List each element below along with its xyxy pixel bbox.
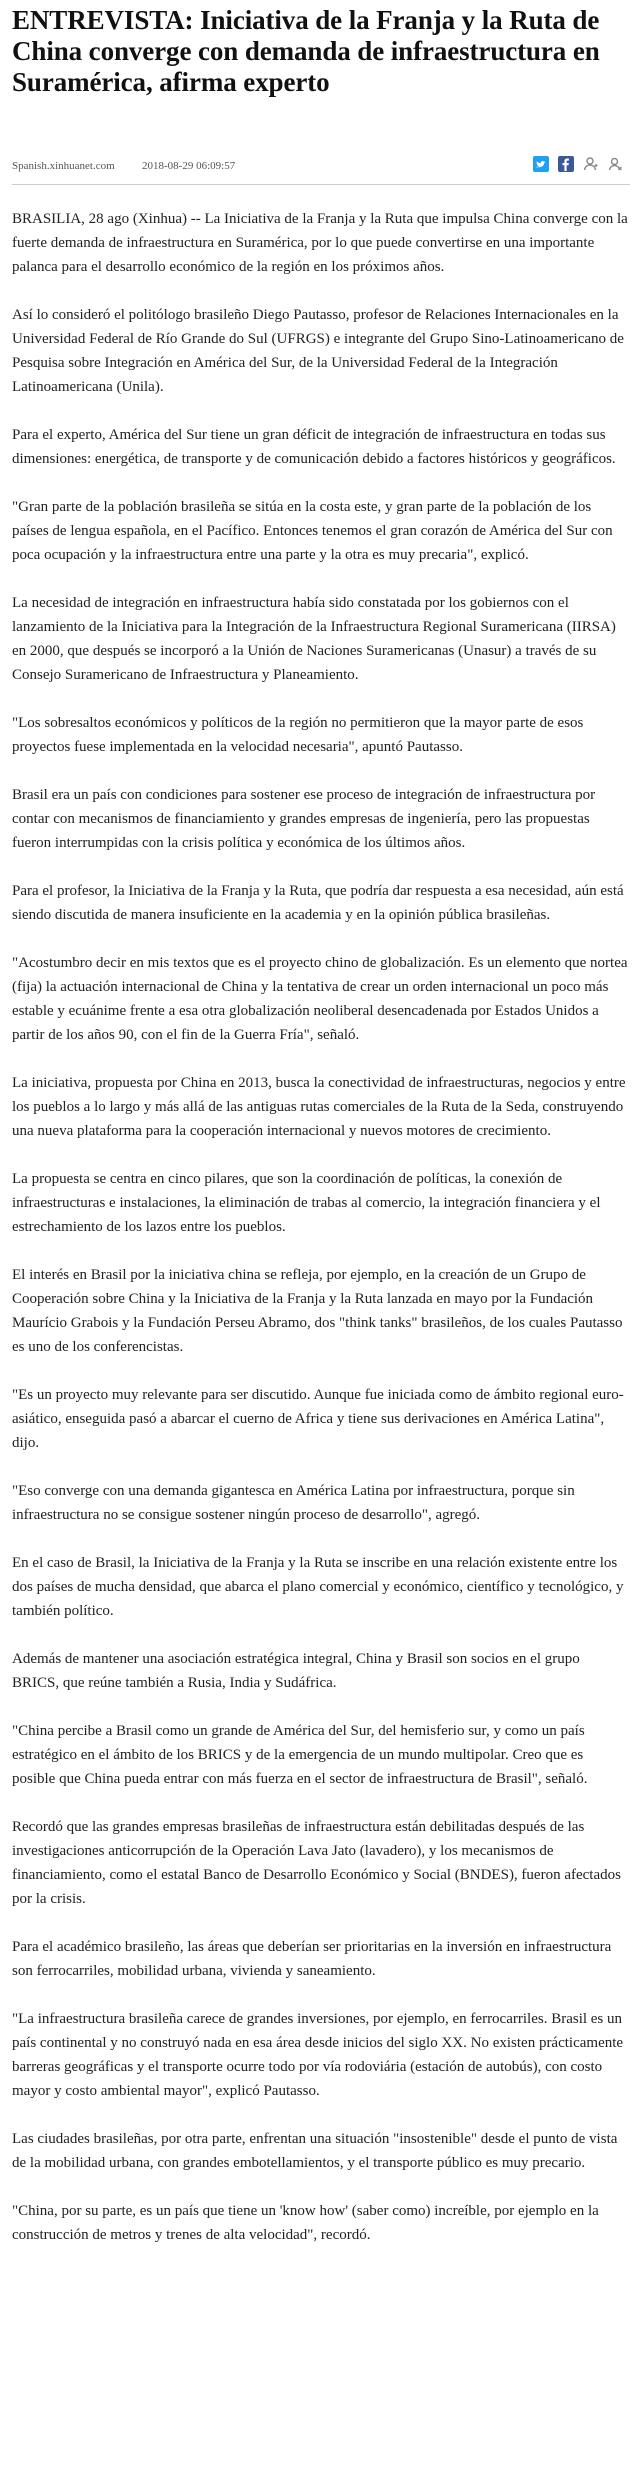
share-bar bbox=[533, 156, 624, 172]
article-paragraph: Recordó que las grandes empresas brasileñas de infraestructura están debilitadas después de las investigaciones anticorrupción de la Operación Lava Jato (lavadero), y los mecanismos de financiamiento, como el estatal Banco de Desarrollo Económico y Social (BNDES), fueron afectados por la crisis. bbox=[12, 1819, 621, 1907]
article-date: 2018-08-29 06:09:57 bbox=[142, 160, 236, 172]
header-divider bbox=[12, 184, 630, 185]
article-paragraph: "Los sobresaltos económicos y políticos de la región no permitieron que la mayor parte de esos proyectos fuese implementada en la velocidad necesaria", apuntó Pautasso. bbox=[12, 715, 584, 755]
article-paragraph: "China, por su parte, es un país que tiene un 'know how' (saber como) increíble, por ejemplo en la construcción de metros y trenes de alta velocidad", recordó. bbox=[12, 2203, 599, 2243]
article-paragraph: En el caso de Brasil, la Iniciativa de la Franja y la Ruta se inscribe en una relación existente entre los dos países de mucha densidad, que abarca el plano comercial y económico, científico y tecnológico, y también político. bbox=[12, 1555, 624, 1619]
article-source: Spanish.xinhuanet.com bbox=[12, 160, 115, 172]
print-icon[interactable] bbox=[608, 156, 624, 172]
article-paragraph: Para el experto, América del Sur tiene un gran déficit de integración de infraestructura en todas sus dimensiones: energética, de transporte y de comunicación debido a factores históricos y geográficos. bbox=[12, 427, 616, 467]
article-paragraph: Brasil era un país con condiciones para sostener ese proceso de integración de infraestructura por contar con mecanismos de financiamiento y grandes empresas de ingeniería, pero las propuestas fueron interrumpidas con la crisis política y económica de los últimos años. bbox=[12, 787, 596, 851]
article-headline: ENTREVISTA: Iniciativa de la Franja y la Ruta de China converge con demanda de infraestructura en Suramérica, afirma experto bbox=[12, 5, 600, 97]
article-paragraph: BRASILIA, 28 ago (Xinhua) -- La Iniciativa de la Franja y la Ruta que impulsa China converge con la fuerte demanda de infraestructura en Suramérica, por lo que puede convertirse en una importante palanca para el desarrollo económico de la región en los próximos años. bbox=[12, 211, 628, 275]
article-paragraph: La propuesta se centra en cinco pilares, que son la coordinación de políticas, la conexión de infraestructuras e instalaciones, la eliminación de trabas al comercio, la integración financiera y el estrechamiento de los lazos entre los pueblos. bbox=[12, 1171, 601, 1235]
article-paragraph: El interés en Brasil por la iniciativa china se refleja, por ejemplo, en la creación de un Grupo de Cooperación sobre China y la Iniciativa de la Franja y la Ruta lanzada en mayo por la Fundación Maurício Grabois y la Fundación Perseu Abramo, dos "think tanks" brasileños, de los cuales Pautasso es uno de los conferencistas. bbox=[12, 1267, 623, 1355]
article-paragraph: Así lo consideró el politólogo brasileño Diego Pautasso, profesor de Relaciones Internacionales en la Universidad Federal de Río Grande do Sul (UFRGS) e integrante del Grupo Sino-Latinoamericano de Pesquisa sobre Integración en América del Sur, de la Universidad Federal de la Integración Latinoamericana (Unila). bbox=[12, 307, 624, 395]
article-paragraph: La iniciativa, propuesta por China en 2013, busca la conectividad de infraestructuras, negocios y entre los pueblos a lo largo y más allá de las antiguas rutas comerciales de la Ruta de la Seda, construyendo una nueva plataforma para la cooperación internacional y nuevos motores de crecimiento. bbox=[12, 1075, 626, 1139]
article-paragraph: "Eso converge con una demanda gigantesca en América Latina por infraestructura, porque sin infraestructura no se consigue sostener ningún proceso de desarrollo", agregó. bbox=[12, 1483, 575, 1523]
facebook-icon[interactable] bbox=[558, 156, 574, 172]
article-meta bbox=[12, 154, 630, 180]
article-paragraph: La necesidad de integración en infraestructura había sido constatada por los gobiernos con el lanzamiento de la Iniciativa para la Integración de la Infraestructura Regional Suramericana (IIRSA) en 2000, que después se incorporó a la Unión de Naciones Suramericanas (Unasur) a través de su Consejo Suramericano de Infraestructura y Planeamiento. bbox=[12, 595, 616, 683]
article-paragraph: Para el profesor, la Iniciativa de la Franja y la Ruta, que podría dar respuesta a esa necesidad, aún está siendo discutida de manera insuficiente en la academia y en la opinión pública brasileñas. bbox=[12, 883, 624, 923]
article-paragraph: Además de mantener una asociación estratégica integral, China y Brasil son socios en el grupo BRICS, que reúne también a Rusia, India y Sudáfrica. bbox=[12, 1651, 580, 1691]
article-paragraph: Las ciudades brasileñas, por otra parte, enfrentan una situación "insostenible" desde el punto de vista de la mobilidad urbana, con grandes embotellamientos, y el transporte público es muy precario. bbox=[12, 2131, 618, 2171]
twitter-icon[interactable] bbox=[533, 156, 549, 172]
user-icon[interactable] bbox=[583, 156, 599, 172]
article-paragraph: "China percibe a Brasil como un grande de América del Sur, del hemisferio sur, y como un país estratégico en el ámbito de los BRICS y de la emergencia de un mundo multipolar. Creo que es posible que China pueda entrar con más fuerza en el sector de infraestructura de Brasil", señaló. bbox=[12, 1723, 588, 1787]
article-body bbox=[12, 207, 630, 2247]
article-paragraph: Para el académico brasileño, las áreas que deberían ser prioritarias en la inversión en infraestructura son ferrocarriles, mobilidad urbana, vivienda y saneamiento. bbox=[12, 1939, 612, 1979]
article-paragraph: "Es un proyecto muy relevante para ser discutido. Aunque fue iniciada como de ámbito regional euro-asiático, enseguida pasó a abarcar el cuerno de Africa y tiene sus derivaciones en América Latina", dijo. bbox=[12, 1387, 624, 1451]
article-paragraph: "Gran parte de la población brasileña se sitúa en la costa este, y gran parte de la población de los países de lengua española, en el Pacífico. Entonces tenemos el gran corazón de América del Sur con poca ocupación y la infraestructura entre una parte y la otra es muy precaria", explicó. bbox=[12, 499, 613, 563]
article-paragraph: "La infraestructura brasileña carece de grandes inversiones, por ejemplo, en ferrocarriles. Brasil es un país continental y no construyó nada en esa área desde inicios del siglo XX. No existen prácticamente barreras geográficas y el transporte ocurre todo por vía rodoviária (estación de autobús), con costo mayor y costo ambiental mayor", explicó Pautasso. bbox=[12, 2011, 624, 2099]
article-paragraph: "Acostumbro decir en mis textos que es el proyecto chino de globalización. Es un elemento que nortea (fija) la actuación internacional de China y la tentativa de crear un orden internacional un poco más estable y ecuánime frente a esa otra globalización neoliberal desencadenada por Estados Unidos a partir de los años 90, con el fin de la Guerra Fría", señaló. bbox=[12, 955, 628, 1043]
